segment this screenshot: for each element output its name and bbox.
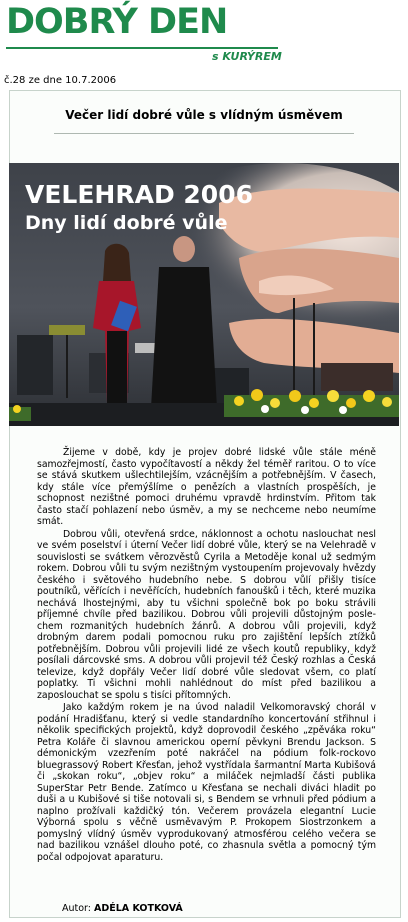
article-headline: Večer lidí dobré vůle s vlídným úsměvem (65, 108, 343, 122)
article-paragraph: Žijeme v době, kdy je projev dobré lidské vůle stále méně samozřejmostí, často vypočítavostí a někdy žel téměř raritou. O to více se stává skutkem ušlechtilejším, vzácnějším a potřebnějším. V časech, kdy stále více přemýšlíme o penězích a vlastních prospěších, je schopnost nezištné pomoci druhému vpravdě hrdinstvím. Přitom tak často stačí pohlazení nebo úsměv, a my se nechceme nebo neumíme smát. (37, 447, 376, 527)
article-body (37, 447, 376, 864)
masthead (0, 0, 408, 72)
singer-hair (103, 244, 131, 281)
amplifier (321, 363, 393, 391)
cymbal-icon (49, 325, 85, 335)
author-label: Autor: (62, 903, 91, 914)
flower-arrangement (9, 405, 31, 421)
singer-trousers (107, 331, 127, 403)
headline-divider (54, 133, 354, 134)
banner-title: VELEHRAD 2006 (25, 180, 253, 209)
issue-line: č.28 ze dne 10.7.2006 (4, 75, 117, 86)
banner-subtitle: Dny lidí dobré vůle (25, 212, 228, 234)
article-photo (9, 163, 399, 426)
article-paragraph: Dobrou vůli, otevřená srdce, náklonnost a ochotu naslouchat nesl ve svém poselství i úterní Večer lidí dobré vůle, který se na Velehradě v souvislosti se svátkem věrozvěstů Cyrila a Metoděje konal už sedmým rokem. Dobrou vůli tu svým nezištným vystoupením projevovaly hvězdy českého i světového hudebního nebe. S dobrou vůlí přišly tisíce poutníků, věřících i nevěřících, hudebních fanoušků i těch, které muzika nechává lhostejnými, aby tu všichni společně bok po boku strávili příjemné chvíle před bazilikou. Dobrou vůli projevili důstojným poslechem rozmanitých hudebních žánrů. A dobrou vůli projevili, když drobným darem podali pomocnou ruku pro zajištění lepších ztížků potřebnějším. Dobrou vůli projevili lidé ze všech koutů republiky, když posílali dárcovské sms. A dobrou vůli projevil též Český rozhlas a Česká televize, když dopřály Večer lidí dobré vůle sledovat všem, co platí poplatky. Ti všichni mohli nahlédnout do míst před bazilikou a zaposlouchat se spolu s tisíci přítomných. (37, 528, 376, 701)
speaker-cabinet (17, 335, 53, 395)
priest-head (173, 236, 195, 262)
priest-robe (151, 267, 217, 408)
masthead-subtitle: s KURÝREM (212, 50, 282, 63)
masthead-rule (6, 47, 278, 49)
article-paragraph: Jako každým rokem je na úvod naladil Velkomoravský chorál v podání Hradišťanu, který si vedle standardního koncertování střihnul i několik specifických projektů, když doprovodil českého „zpěváka roku“ Petra Koláře či slavnou americkou operní pěvkyni Brendu Jackson. S démonickým vzezřením poté nakráčel na pódium folk-rockovo bluegrassový Robert Křesťan, jehož vystřídala šarmantní Marta Kubišová či „skokan roku“, „objev roku“ a miláček nejmladší části publika SuperStar Petr Bende. Zatímco u Křesťana se nechali diváci hladit po duši a u Kubišové si tiše notovali si, s Bendem se vrhnuli před pódium a naplno prožívali každičký tón. Večerem provázela elegantní Lucie Výborná spolu s věčně usměvavým P. Prokopem Siostrzonkem a pomyslný vlídný úsměv vyprodukovaný atmosférou celého večera se nad bazilikou vznášel dlouho poté, co zhasnula světla a pomocný tým počal odpojovat aparaturu. (37, 702, 376, 863)
author-line (62, 903, 183, 914)
masthead-title[interactable]: DOBRÝ DEN (6, 2, 228, 42)
author-name: ADÉLA KOTKOVÁ (94, 903, 183, 914)
